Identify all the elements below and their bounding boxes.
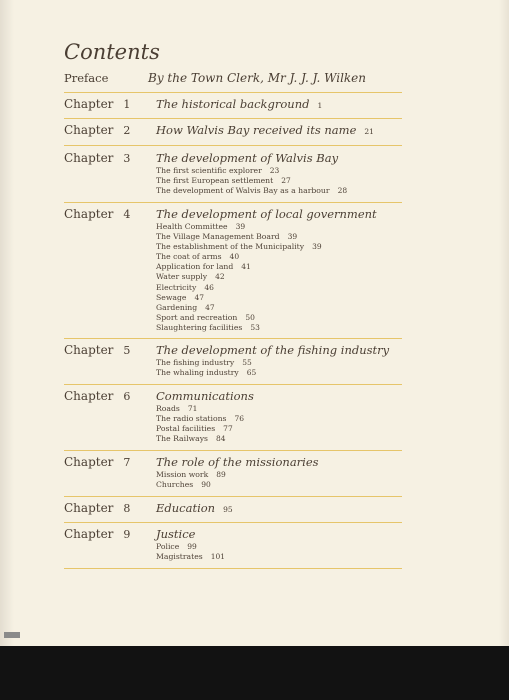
section-entry bbox=[156, 414, 406, 424]
chapter-page-number: 1 bbox=[317, 101, 323, 110]
divider-rule bbox=[64, 92, 402, 93]
divider-rule bbox=[64, 145, 402, 146]
section-page-number: 55 bbox=[242, 358, 252, 367]
section-entry bbox=[156, 542, 406, 552]
chapter-word: Chapter bbox=[64, 501, 114, 515]
chapter-body bbox=[156, 343, 406, 378]
section-page-number: 39 bbox=[287, 232, 298, 242]
section-entry bbox=[156, 293, 406, 303]
section-entry bbox=[156, 242, 406, 252]
chapter-title bbox=[156, 97, 406, 113]
section-title: Health Committee bbox=[156, 222, 228, 231]
section-title: Sport and recreation bbox=[156, 312, 238, 322]
divider-rule bbox=[64, 496, 402, 497]
chapter-number: 4 bbox=[123, 208, 131, 221]
chapter-label bbox=[64, 207, 130, 221]
section-title: Gardening bbox=[156, 302, 198, 312]
chapter-word: Chapter bbox=[64, 343, 114, 357]
section-page-number: 90 bbox=[201, 480, 211, 490]
chapter-title-text: How Walvis Bay received its name bbox=[156, 123, 357, 137]
section-page-number: 53 bbox=[250, 322, 260, 332]
chapter-number: 9 bbox=[123, 528, 131, 541]
section-page-number: 47 bbox=[194, 292, 204, 302]
chapter-label bbox=[64, 123, 130, 137]
chapter-title-text: Education bbox=[156, 501, 216, 515]
chapter-number: 3 bbox=[123, 152, 131, 165]
section-title: The development of Walvis Bay as a harbour bbox=[156, 186, 330, 196]
section-entry bbox=[156, 252, 406, 262]
chapter-word: Chapter bbox=[64, 123, 114, 137]
section-title: The first scientific explorer bbox=[156, 166, 262, 175]
page-title: Contents bbox=[64, 40, 160, 64]
chapter-label bbox=[64, 389, 130, 403]
chapter-title bbox=[156, 207, 406, 222]
section-title: The first European settlement bbox=[156, 176, 274, 186]
chapter-title-text: The development of local government bbox=[156, 207, 377, 221]
section-title: Sewage bbox=[156, 292, 187, 302]
section-page-number: 84 bbox=[216, 434, 226, 444]
section-entry bbox=[156, 323, 406, 333]
section-entry bbox=[156, 272, 406, 282]
section-entry bbox=[156, 176, 406, 186]
section-title: Slaughtering facilities bbox=[156, 322, 243, 332]
scan-corner-mark bbox=[4, 632, 20, 638]
divider-rule bbox=[64, 450, 402, 451]
section-page-number: 50 bbox=[245, 312, 255, 322]
section-title: Electricity bbox=[156, 282, 197, 292]
preface-text: By the Town Clerk, Mr J. J. J. Wilken bbox=[148, 71, 367, 85]
chapter-title bbox=[156, 389, 406, 404]
section-title: Water supply bbox=[156, 272, 208, 282]
scan-background bbox=[0, 646, 509, 700]
chapter-label bbox=[64, 501, 130, 515]
chapter-title-text: Justice bbox=[156, 527, 196, 541]
chapter-title bbox=[156, 343, 406, 358]
section-title: Application for land bbox=[156, 262, 234, 272]
section-entry bbox=[156, 303, 406, 313]
chapter-body bbox=[156, 207, 406, 333]
chapter-body bbox=[156, 151, 406, 196]
section-entry bbox=[156, 166, 406, 176]
section-title: Churches bbox=[156, 480, 194, 490]
chapter-title-text: The development of Walvis Bay bbox=[156, 151, 339, 165]
chapter-title bbox=[156, 123, 406, 139]
divider-rule bbox=[64, 522, 402, 523]
chapter-word: Chapter bbox=[64, 97, 114, 111]
chapter-title bbox=[156, 151, 406, 166]
chapter-body bbox=[156, 389, 406, 444]
section-page-number: 101 bbox=[210, 552, 226, 562]
section-entry bbox=[156, 424, 406, 434]
section-entry bbox=[156, 434, 406, 444]
section-title: The Railways bbox=[156, 434, 208, 444]
section-page-number: 76 bbox=[234, 414, 245, 424]
section-page-number: 99 bbox=[187, 542, 197, 551]
chapter-label bbox=[64, 527, 130, 541]
section-entry bbox=[156, 368, 406, 378]
divider-rule bbox=[64, 118, 402, 119]
section-title: The radio stations bbox=[156, 414, 227, 424]
page-left-edge bbox=[0, 0, 14, 646]
chapter-number: 6 bbox=[123, 390, 131, 403]
preface-line bbox=[64, 71, 366, 85]
chapter-label bbox=[64, 151, 130, 165]
chapter-body bbox=[156, 501, 406, 517]
chapter-title-text: Communications bbox=[156, 389, 254, 403]
section-entry bbox=[156, 232, 406, 242]
chapter-title bbox=[156, 455, 406, 470]
section-page-number: 47 bbox=[205, 302, 215, 312]
section-page-number: 27 bbox=[281, 176, 291, 186]
page-right-edge bbox=[499, 0, 509, 646]
section-page-number: 39 bbox=[312, 242, 322, 252]
chapter-number: 5 bbox=[123, 344, 131, 357]
chapter-page-number: 21 bbox=[364, 127, 374, 136]
chapter-word: Chapter bbox=[64, 207, 114, 221]
chapter-label bbox=[64, 455, 130, 469]
section-entry bbox=[156, 262, 406, 272]
chapter-title-text: The role of the missionaries bbox=[156, 455, 319, 469]
chapter-word: Chapter bbox=[64, 151, 114, 165]
section-title: Magistrates bbox=[156, 552, 203, 562]
section-entry bbox=[156, 552, 406, 562]
chapter-body bbox=[156, 123, 406, 139]
section-title: The establishment of the Municipality bbox=[156, 242, 305, 252]
section-entry bbox=[156, 404, 406, 414]
section-page-number: 41 bbox=[241, 262, 251, 272]
section-page-number: 71 bbox=[187, 404, 198, 413]
chapter-number: 1 bbox=[123, 98, 131, 111]
divider-rule bbox=[64, 338, 402, 339]
chapter-number: 7 bbox=[123, 456, 131, 469]
divider-rule bbox=[64, 384, 402, 385]
chapter-title bbox=[156, 501, 406, 517]
section-page-number: 77 bbox=[223, 424, 233, 434]
section-title: The Village Management Board bbox=[156, 232, 280, 242]
section-page-number: 65 bbox=[246, 368, 257, 378]
section-title: Mission work bbox=[156, 470, 209, 479]
section-entry bbox=[156, 222, 406, 232]
chapter-word: Chapter bbox=[64, 389, 114, 403]
chapter-body bbox=[156, 527, 406, 562]
chapter-page-number: 95 bbox=[223, 505, 233, 514]
section-page-number: 42 bbox=[215, 272, 225, 282]
section-title: Roads bbox=[156, 404, 180, 413]
section-title: The whaling industry bbox=[156, 368, 239, 378]
chapter-word: Chapter bbox=[64, 527, 114, 541]
chapter-title-text: The development of the fishing industry bbox=[156, 343, 390, 357]
section-entry bbox=[156, 283, 406, 293]
section-entry bbox=[156, 313, 406, 323]
preface-label: Preface bbox=[64, 71, 109, 85]
section-page-number: 89 bbox=[216, 470, 226, 479]
section-title: The coat of arms bbox=[156, 252, 222, 262]
chapter-label bbox=[64, 97, 130, 111]
divider-rule bbox=[64, 568, 402, 569]
section-page-number: 39 bbox=[235, 222, 246, 231]
section-entry bbox=[156, 186, 406, 196]
chapter-number: 8 bbox=[123, 502, 131, 515]
chapter-label bbox=[64, 343, 130, 357]
section-page-number: 40 bbox=[229, 252, 240, 262]
chapter-title bbox=[156, 527, 406, 542]
section-entry bbox=[156, 470, 406, 480]
section-page-number: 23 bbox=[269, 166, 280, 175]
chapter-body bbox=[156, 455, 406, 490]
chapter-title-text: The historical background bbox=[156, 97, 310, 111]
chapter-body bbox=[156, 97, 406, 113]
section-title: Postal facilities bbox=[156, 424, 216, 434]
section-page-number: 28 bbox=[337, 186, 348, 196]
section-title: The fishing industry bbox=[156, 358, 235, 367]
section-entry bbox=[156, 480, 406, 490]
chapter-word: Chapter bbox=[64, 455, 114, 469]
section-page-number: 46 bbox=[204, 282, 214, 292]
chapter-number: 2 bbox=[123, 124, 131, 137]
section-title: Police bbox=[156, 542, 180, 551]
divider-rule bbox=[64, 202, 402, 203]
section-entry bbox=[156, 358, 406, 368]
